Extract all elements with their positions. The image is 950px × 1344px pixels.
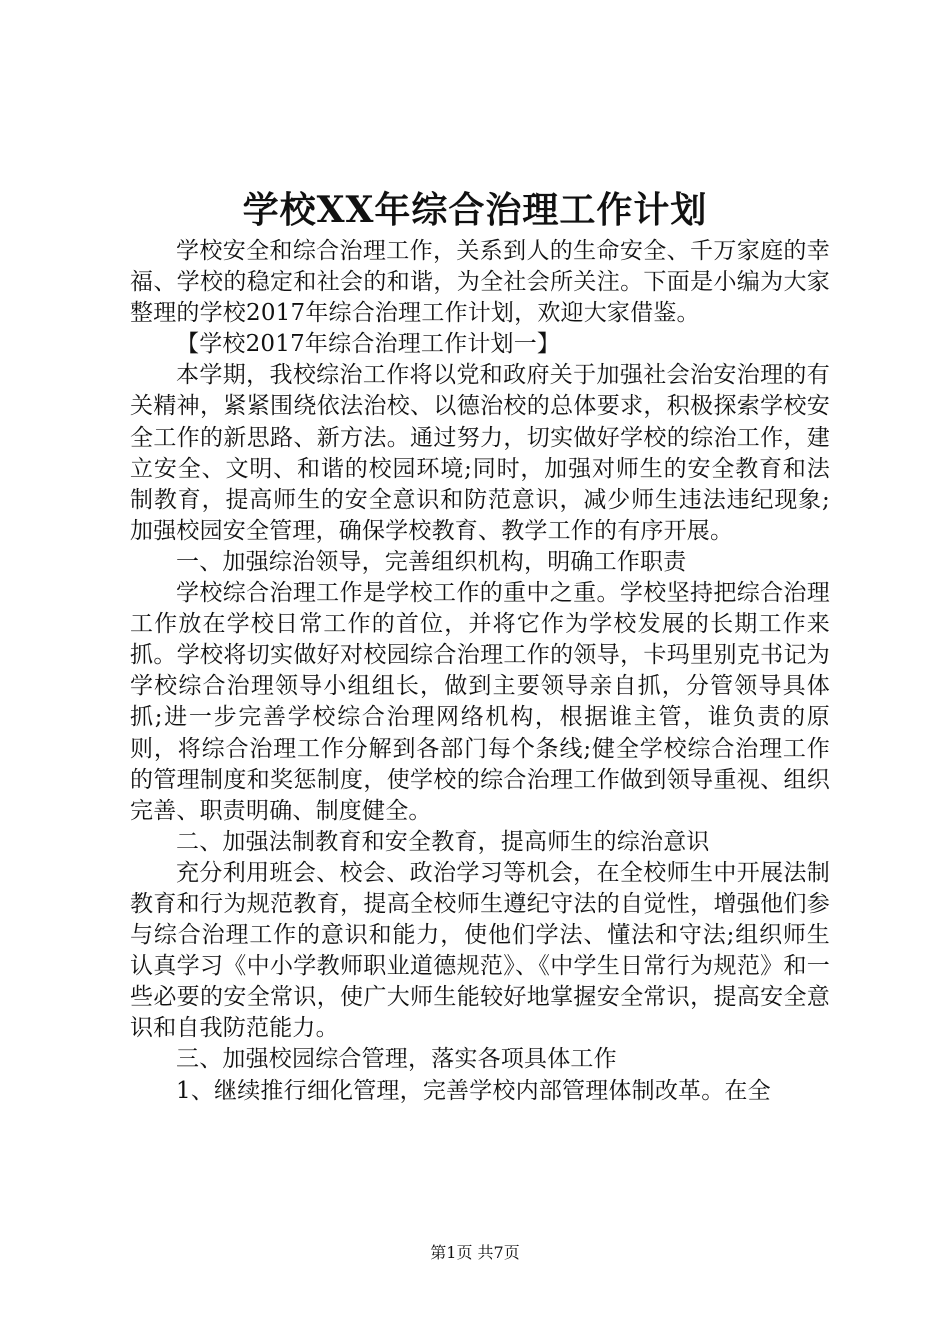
page-footer: 第1页 共7页 xyxy=(430,1243,520,1262)
section-heading-two: 二、加强法制教育和安全教育，提高师生的综治意识 xyxy=(176,828,710,855)
paragraph-overview: 本学期，我校综治工作将以党和政府关于加强社会治安治理的有关精神，紧紧围绕依法治校、以德治校的总体要求，积极探索学校安全工作的新思路、新方法。通过努力，切实做好学校的综治工作，建立安全、文明、和谐的校园环境;同时，加强对师生的安全教育和法制教育，提高师生的安全意识和防范意识，减少师生违法违纪现象;加强校园安全管理，确保学校教育、教学工作的有序开展。 xyxy=(130,362,830,544)
document-body xyxy=(130,236,830,1107)
section-heading-three: 三、加强校园综合管理，落实各项具体工作 xyxy=(176,1046,617,1073)
paragraph-section-one: 学校综合治理工作是学校工作的重中之重。学校坚持把综合治理工作放在学校日常工作的首位，并将它作为学校发展的长期工作来抓。学校将切实做好对校园综合治理工作的领导，卡玛里别克书记为学校综合治理领导小组组长，做到主要领导亲自抓，分管领导具体抓;进一步完善学校综合治理网络机构，根据谁主管，谁负责的原则，将综合治理工作分解到各部门每个条线;健全学校综合治理工作的管理制度和奖惩制度，使学校的综合治理工作做到领导重视、组织完善、职责明确、制度健全。 xyxy=(130,580,830,824)
section-heading-plan-one: 【学校2017年综合治理工作计划一】 xyxy=(176,331,561,358)
section-heading-one: 一、加强综治领导，完善组织机构，明确工作职责 xyxy=(176,548,687,575)
paragraph-intro: 学校安全和综合治理工作，关系到人的生命安全、千万家庭的幸福、学校的稳定和社会的和谐，为全社会所关注。下面是小编为大家整理的学校2017年综合治理工作计划，欢迎大家借鉴。 xyxy=(130,238,830,327)
paragraph-section-three-item-one: 1、继续推行细化管理，完善学校内部管理体制改革。在全 xyxy=(176,1077,771,1104)
paragraph-section-two: 充分利用班会、校会、政治学习等机会，在全校师生中开展法制教育和行为规范教育，提高全校师生遵纪守法的自觉性，增强他们参与综合治理工作的意识和能力，使他们学法、懂法和守法;组织师生认真学习《中小学教师职业道德规范》、《中学生日常行为规范》和一些必要的安全常识，使广大师生能较好地掌握安全常识，提高安全意识和自我防范能力。 xyxy=(130,859,830,1042)
document-title: 学校XX年综合治理工作计划 xyxy=(242,189,708,231)
